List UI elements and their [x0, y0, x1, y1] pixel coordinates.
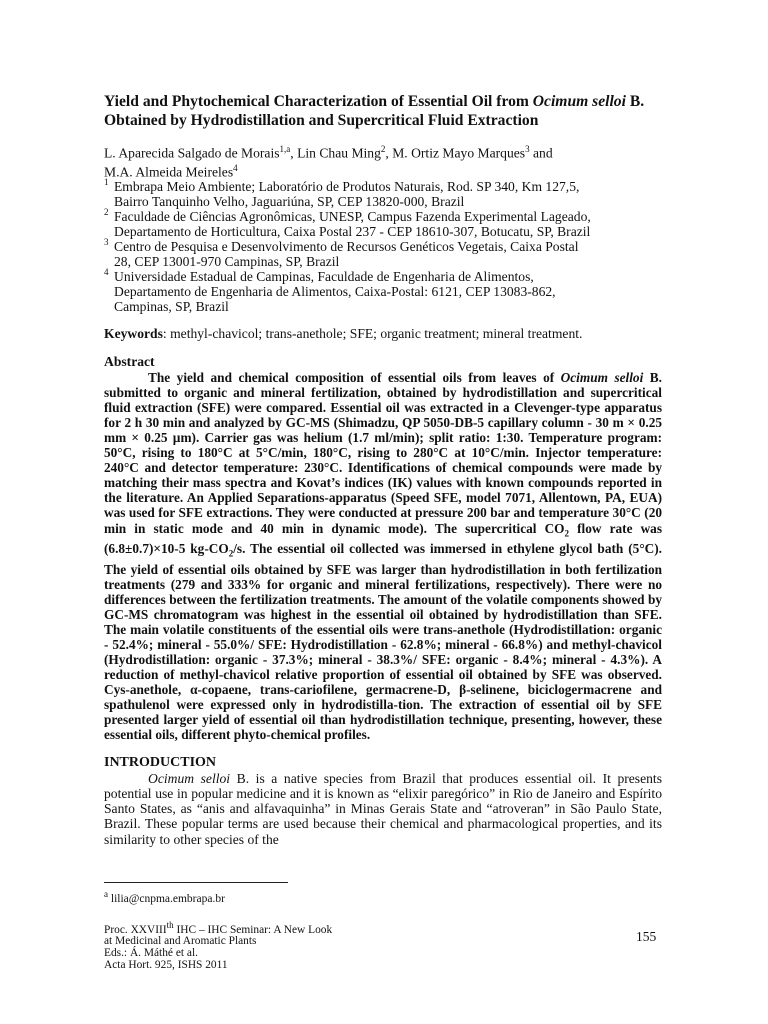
- introduction-paragraph: [104, 771, 662, 847]
- keywords-label: Keywords: [104, 326, 163, 342]
- author-affiliation-marker: 4: [233, 162, 238, 173]
- keywords-text: : methyl-chavicol; trans-anethole; SFE; organic treatment; mineral treatment.: [162, 326, 583, 342]
- title-text: Yield and Phytochemical Characterization of Essential Oil from: [104, 93, 533, 110]
- footer-superscript: th: [166, 920, 174, 930]
- author-list: [104, 142, 662, 179]
- paper-title: [104, 92, 662, 130]
- paper-page: [104, 92, 662, 847]
- footer-line: [104, 920, 332, 936]
- affiliation-line: Campinas, SP, Brazil: [114, 299, 229, 315]
- author-separator: ,: [385, 145, 393, 161]
- affiliation-line: 28, CEP 13001-970 Campinas, SP, Brazil: [114, 254, 340, 270]
- abstract-paragraph: [104, 370, 662, 742]
- affiliation: [104, 269, 662, 314]
- affiliation-line: Centro de Pesquisa e Desenvolvimento de Recursos Genéticos Vegetais, Caixa Postal: [114, 239, 579, 255]
- affiliation: [104, 179, 662, 209]
- abstract-text: B. submitted to organic and mineral fertilization, obtained by hydrodistillation and supercritical fluid extraction (SFE) were compared. Essential oil was extracted in a Clevenger-type apparatus for 2 h 30 min and analyzed by GC-MS (Shimadzu, QP 5050-DB-5 capillary column - 30 m × 0.25 mm × 0.25 µm). Carrier gas was helium (1.7 ml/min); split ratio: 1:30. Temperature program: 50°C, rising to 180°C at 5°C/min, 180°C, rising to 280°C at 10°C/min. Injector temperature: 240°C and detector temperature: 230°C. Identifications of chemical compounds were made by matching their mass spectra and Kovat’s indices (IK) values with known compounds reported in the literature. An Applied Separations-apparatus (Speed SFE, model 7071, Allentown, PA, EUA) was used for SFE extractions. They were conducted at pressure 200 bar and temperature 30°C (20 min in static mode and 40 min in dynamic mode). The supercritical CO: [104, 370, 662, 536]
- author-affiliation-marker: 3: [525, 144, 530, 154]
- affiliation-number: 2: [104, 207, 109, 218]
- title-text-continued: B. Obtained by Hydrodistillation and Supercritical Fluid Extraction: [104, 93, 645, 129]
- abstract-text: The yield and chemical composition of essential oils from leaves of: [148, 370, 561, 386]
- affiliation: [104, 239, 662, 269]
- affiliation-number: 1: [104, 177, 109, 188]
- footnote-email: lilia@cnpma.embrapa.br: [110, 892, 225, 905]
- page-number: 155: [636, 929, 657, 944]
- affiliation-line: Departamento de Engenharia de Alimentos, Caixa-Postal: 6121, CEP 13083-862,: [114, 284, 556, 300]
- author-separator: ,: [290, 145, 298, 161]
- author-name: L. Aparecida Salgado de Morais: [104, 145, 280, 161]
- footer-text: Proc. XXVIII: [104, 923, 167, 936]
- footer-line: Acta Hort. 925, ISHS 2011: [104, 958, 228, 971]
- abstract-text: /s. The essential oil collected was immersed in ethylene glycol bath (5°C). The yield of essential oils obtained by SFE was larger than hydrodistillation in both fertilization treatments (279 and 333% for organic and mineral fertilizations, respectively). There were no differences between the fertilization treatments. The amount of the volatile components showed by GC-MS chromatogram was highest in the essential oil obtained by hydrodistillation than SFE. The main volatile constituents of the essential oils were trans-anethole (Hydrodistillation: organic - 52.4%; mineral - 55.0%/ SFE: Hydrodistillation - 62.8%; mineral - 66.8%) and methyl-chavicol (Hydrodistillation: organic - 37.3%; mineral - 38.3%/ SFE: organic - 8.4%; mineral - 4.3%). A reduction of methyl-chavicol relative proportion of essential oil obtained by SFE was observed. Cys-anethole, α-copaene, trans-cariofilene, germacrene-D, β-selinene, biciclogermacrene and spathulenol were expressed only in hydrodistilla-tion. The extraction of essential oil by SFE presented larger yield of essential oil than hydrodistillation technique, presenting, however, these essential oils, different phyto-chemical profiles.: [104, 541, 662, 743]
- affiliation-number: 4: [104, 267, 109, 278]
- author-separator: and: [529, 145, 553, 161]
- affiliation-line: Bairro Tanquinho Velho, Jaguariúna, SP, CEP 13820-000, Brazil: [114, 194, 465, 210]
- affiliation-number: 3: [104, 237, 109, 248]
- footnote-marker: a: [104, 889, 108, 899]
- footnote: [104, 889, 225, 905]
- footer-line: Eds.: Á. Máthé et al.: [104, 946, 198, 959]
- introduction-heading: INTRODUCTION: [104, 754, 217, 770]
- affiliation-line: Universidade Estadual de Campinas, Faculdade de Engenharia de Alimentos,: [114, 269, 534, 285]
- author-name: M.A. Almeida Meireles: [104, 164, 234, 180]
- author-name: M. Ortiz Mayo Marques: [392, 145, 526, 161]
- footer-line: at Medicinal and Aromatic Plants: [104, 935, 257, 948]
- title-species: Ocimum selloi: [532, 93, 626, 110]
- abstract-heading: Abstract: [104, 354, 155, 370]
- affiliation: [104, 209, 662, 239]
- keywords: [104, 326, 662, 342]
- abstract-body: [104, 370, 662, 742]
- author-affiliation-marker: 2: [380, 144, 386, 154]
- proceedings-footer: [104, 920, 332, 971]
- introduction-species: Ocimum selloi: [148, 770, 231, 786]
- footer-text: IHC – IHC Seminar: A New Look: [173, 923, 333, 936]
- subscript: 2: [228, 548, 234, 559]
- footnote-divider: [104, 882, 288, 883]
- author-affiliation-marker: 1,a: [279, 144, 291, 154]
- affiliation-list: [104, 179, 662, 314]
- affiliation-line: Embrapa Meio Ambiente; Laboratório de Produtos Naturais, Rod. SP 340, Km 127,5,: [114, 179, 580, 195]
- author-name: Lin Chau Ming: [297, 145, 381, 161]
- affiliation-line: Departamento de Horticultura, Caixa Postal 237 - CEP 18610-307, Botucatu, SP, Brazil: [114, 224, 591, 240]
- introduction-text: B. is a native species from Brazil that produces essential oil. It presents potential use in popular medicine and it is known as “elixir paregórico” in Rio de Janeiro and Espírito Santo States, as “anis and alfavaquinha” in Minas Gerais State and “atroveran” in São Paulo State, Brazil. These popular terms are used because their chemical and pharmacological properties, and its similarity to other species of the: [104, 770, 662, 847]
- affiliation-line: Faculdade de Ciências Agronômicas, UNESP, Campus Fazenda Experimental Lageado,: [114, 209, 591, 225]
- abstract-species: Ocimum selloi: [560, 370, 644, 386]
- subscript: 2: [564, 528, 570, 539]
- abstract-text: flow rate was (6.8±0.7)×10-5 kg-CO: [104, 520, 663, 557]
